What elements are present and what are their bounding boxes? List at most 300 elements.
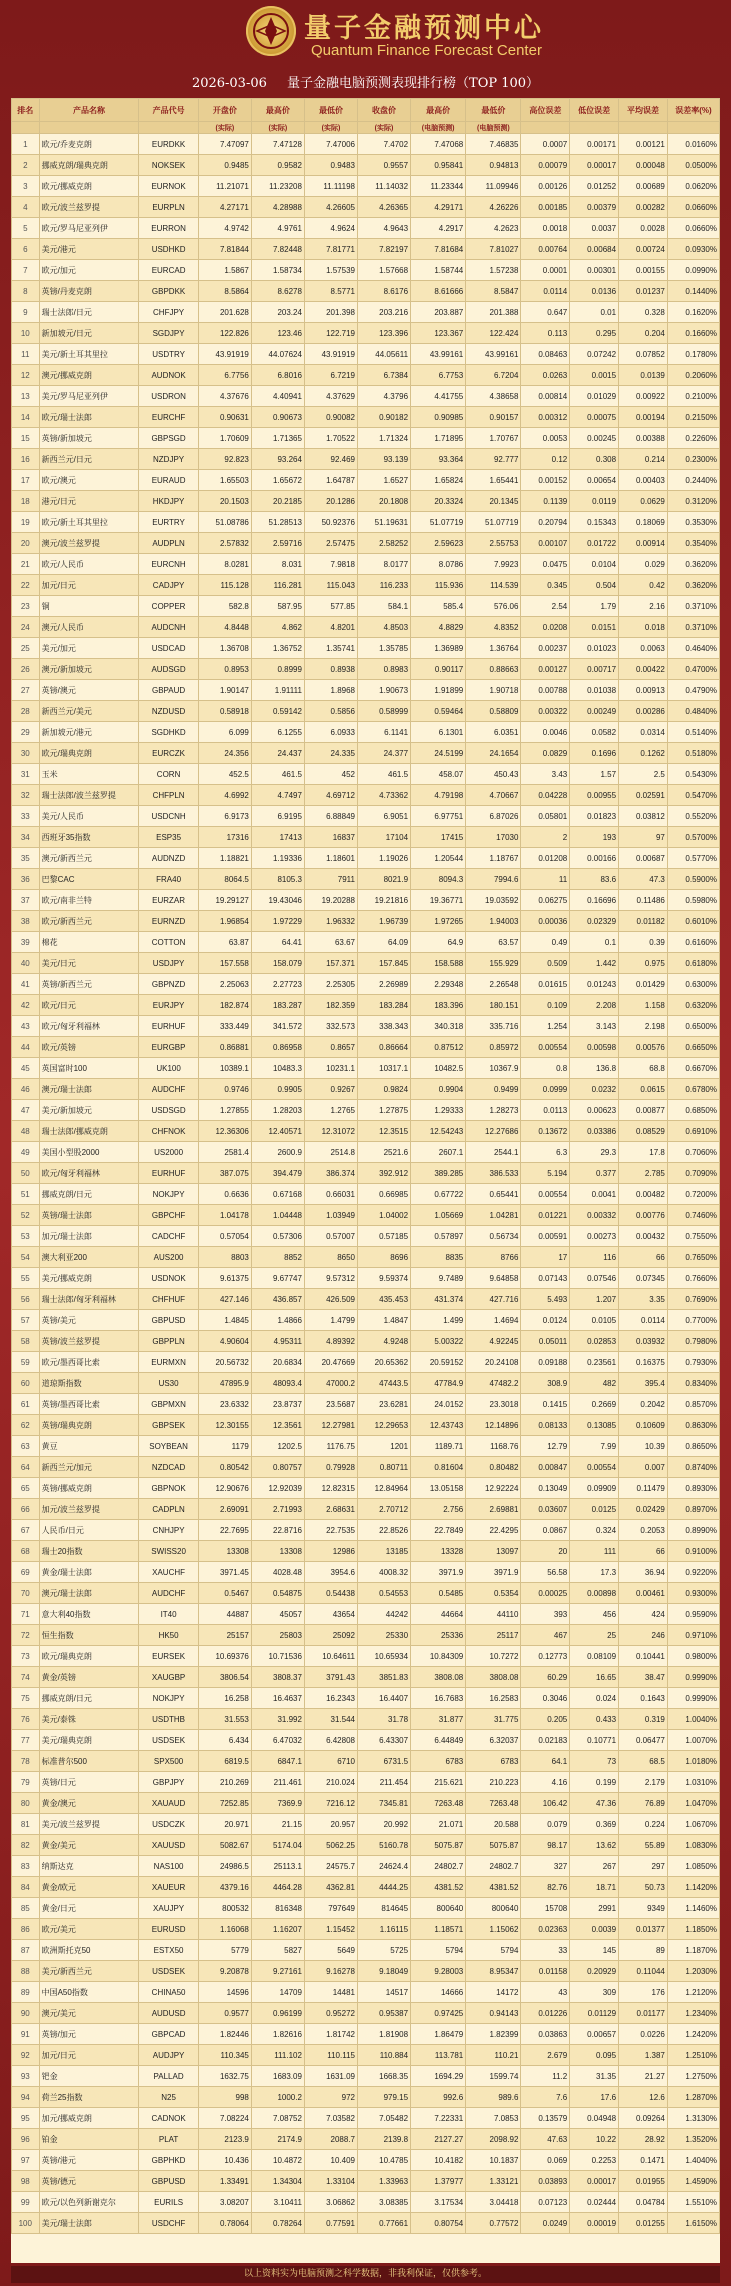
value-cell: 0.295: [570, 323, 619, 344]
value-cell: 0.77572: [466, 2213, 521, 2234]
value-cell: 0.1780%: [667, 344, 719, 365]
value-cell: 8.6176: [357, 281, 410, 302]
value-cell: 436.857: [251, 1289, 304, 1310]
product-code-cell: PALLAD: [139, 2066, 198, 2087]
value-cell: 6.1255: [251, 722, 304, 743]
table-row: [12, 386, 720, 407]
rank-cell: 15: [12, 428, 40, 449]
product-code-cell: GBPUSD: [139, 1310, 198, 1331]
value-cell: 0.01226: [521, 2003, 570, 2024]
value-cell: 0.20794: [521, 512, 570, 533]
value-cell: 0.04784: [619, 2192, 668, 2213]
value-cell: 12.40571: [251, 1121, 304, 1142]
value-cell: 0.86958: [251, 1037, 304, 1058]
value-cell: 0.00127: [521, 659, 570, 680]
value-cell: 0.9990%: [667, 1667, 719, 1688]
product-name-cell: 欧元/美元: [39, 1919, 139, 1940]
value-cell: 0.9710%: [667, 1625, 719, 1646]
product-code-cell: CHINA50: [139, 1982, 198, 2003]
value-cell: 0.58999: [357, 701, 410, 722]
rank-cell: 29: [12, 722, 40, 743]
value-cell: 1.4847: [357, 1310, 410, 1331]
value-cell: 1.71895: [411, 428, 466, 449]
rank-cell: 55: [12, 1268, 40, 1289]
product-code-cell: GBPNZD: [139, 974, 198, 995]
value-cell: 83.6: [570, 869, 619, 890]
column-subheader: (电脑预测): [466, 122, 521, 134]
value-cell: 1.0830%: [667, 1835, 719, 1856]
value-cell: 14596: [198, 1982, 251, 2003]
value-cell: 4.27171: [198, 197, 251, 218]
value-cell: 6.32037: [466, 1730, 521, 1751]
table-row: [12, 197, 720, 218]
value-cell: 4379.16: [198, 1877, 251, 1898]
product-code-cell: UK100: [139, 1058, 198, 1079]
product-name-cell: 加元/瑞士法郎: [39, 1226, 139, 1247]
value-cell: 201.628: [198, 302, 251, 323]
table-row: [12, 1142, 720, 1163]
value-cell: 60.29: [521, 1667, 570, 1688]
value-cell: 0.03932: [619, 1331, 668, 1352]
value-cell: 585.4: [411, 596, 466, 617]
column-header: 收盘价: [357, 99, 410, 122]
value-cell: 4.3796: [357, 386, 410, 407]
value-cell: 20.2185: [251, 491, 304, 512]
value-cell: 12.92224: [466, 1478, 521, 1499]
value-cell: 0.1262: [619, 743, 668, 764]
value-cell: 12.29653: [357, 1415, 410, 1436]
value-cell: 1.20544: [411, 848, 466, 869]
value-cell: 63.57: [466, 932, 521, 953]
value-cell: 0.0015: [570, 365, 619, 386]
value-cell: 10317.1: [357, 1058, 410, 1079]
value-cell: 98.17: [521, 1835, 570, 1856]
value-cell: 1.2120%: [667, 1982, 719, 2003]
value-cell: 3808.08: [411, 1667, 466, 1688]
value-cell: 1.82399: [466, 2024, 521, 2045]
value-cell: 0.01038: [570, 680, 619, 701]
value-cell: 0.00764: [521, 239, 570, 260]
value-cell: 0.54875: [251, 1583, 304, 1604]
product-name-cell: 瑞士法郎/匈牙利福林: [39, 1289, 139, 1310]
value-cell: 2139.8: [357, 2129, 410, 2150]
value-cell: 1189.71: [411, 1436, 466, 1457]
value-cell: 114.539: [466, 575, 521, 596]
rank-cell: 50: [12, 1163, 40, 1184]
product-name-cell: 欧元/挪威克朗: [39, 176, 139, 197]
value-cell: 0.95841: [411, 155, 466, 176]
rank-cell: 4: [12, 197, 40, 218]
value-cell: 0.0039: [570, 1919, 619, 1940]
value-cell: 19.20288: [304, 890, 357, 911]
value-cell: 387.075: [198, 1163, 251, 1184]
value-cell: 576.06: [466, 596, 521, 617]
value-cell: 0.9485: [198, 155, 251, 176]
value-cell: 25: [570, 1625, 619, 1646]
value-cell: 0.00922: [619, 386, 668, 407]
product-code-cell: PLAT: [139, 2129, 198, 2150]
rank-cell: 68: [12, 1541, 40, 1562]
value-cell: 9.28003: [411, 1961, 466, 1982]
value-cell: 1.19026: [357, 848, 410, 869]
value-cell: 0.0500%: [667, 155, 719, 176]
value-cell: 8.61666: [411, 281, 466, 302]
value-cell: 0.77661: [357, 2213, 410, 2234]
value-cell: 1.2510%: [667, 2045, 719, 2066]
column-subheader: (实际): [198, 122, 251, 134]
value-cell: 92.469: [304, 449, 357, 470]
value-cell: 25113.1: [251, 1856, 304, 1877]
value-cell: 24575.7: [304, 1856, 357, 1877]
rank-cell: 82: [12, 1835, 40, 1856]
value-cell: 0.00194: [619, 407, 668, 428]
value-cell: 0.0160%: [667, 134, 719, 155]
value-cell: 1.86479: [411, 2024, 466, 2045]
table-row: [12, 1373, 720, 1394]
value-cell: 0.00724: [619, 239, 668, 260]
value-cell: 0.1620%: [667, 302, 719, 323]
value-cell: 0.80757: [251, 1457, 304, 1478]
value-cell: 0.07852: [619, 344, 668, 365]
value-cell: 1.33104: [304, 2171, 357, 2192]
value-cell: 4.41755: [411, 386, 466, 407]
value-cell: 0.90673: [251, 407, 304, 428]
value-cell: 7263.48: [466, 1793, 521, 1814]
value-cell: 9.59374: [357, 1268, 410, 1289]
value-cell: 0.00171: [570, 134, 619, 155]
value-cell: 0.57007: [304, 1226, 357, 1247]
value-cell: 0.87512: [411, 1037, 466, 1058]
rank-cell: 63: [12, 1436, 40, 1457]
value-cell: 1.1420%: [667, 1877, 719, 1898]
product-name-cell: 美元/港元: [39, 239, 139, 260]
rank-cell: 23: [12, 596, 40, 617]
value-cell: 2514.8: [304, 1142, 357, 1163]
value-cell: 8.5864: [198, 281, 251, 302]
value-cell: 0.0053: [521, 428, 570, 449]
value-cell: 21.071: [411, 1814, 466, 1835]
rank-cell: 24: [12, 617, 40, 638]
value-cell: 0.11479: [619, 1478, 668, 1499]
value-cell: 0.504: [570, 575, 619, 596]
product-name-cell: 新西兰元/加元: [39, 1457, 139, 1478]
value-cell: 16837: [304, 827, 357, 848]
value-cell: 24.377: [357, 743, 410, 764]
table-row: [12, 1205, 720, 1226]
table-row: [12, 470, 720, 491]
value-cell: 0.0263: [521, 365, 570, 386]
table-row: [12, 2087, 720, 2108]
rank-cell: 48: [12, 1121, 40, 1142]
product-code-cell: USDCHF: [139, 2213, 198, 2234]
value-cell: 1.16207: [251, 1919, 304, 1940]
value-cell: 5075.87: [466, 1835, 521, 1856]
value-cell: 13308: [198, 1541, 251, 1562]
value-cell: 0.12: [521, 449, 570, 470]
value-cell: 0.5900%: [667, 869, 719, 890]
value-cell: 4.70667: [466, 785, 521, 806]
value-cell: 7.22331: [411, 2108, 466, 2129]
product-code-cell: EURILS: [139, 2192, 198, 2213]
rank-cell: 94: [12, 2087, 40, 2108]
column-header: 产品代号: [139, 99, 198, 122]
value-cell: 158.079: [251, 953, 304, 974]
product-code-cell: USDSEK: [139, 1961, 198, 1982]
product-name-cell: 黄金/英镑: [39, 1667, 139, 1688]
table-row: [12, 722, 720, 743]
product-code-cell: AUDUSD: [139, 2003, 198, 2024]
product-code-cell: XAUGBP: [139, 1667, 198, 1688]
product-name-cell: 英镑/丹麦克朗: [39, 281, 139, 302]
value-cell: 20.957: [304, 1814, 357, 1835]
table-row: [12, 491, 720, 512]
value-cell: 0.02329: [570, 911, 619, 932]
table-row: [12, 2150, 720, 2171]
value-cell: 123.46: [251, 323, 304, 344]
column-header: 平均误差: [619, 99, 668, 122]
value-cell: 9.64858: [466, 1268, 521, 1289]
value-cell: 0.0125: [570, 1499, 619, 1520]
value-cell: 7.47068: [411, 134, 466, 155]
column-header: 排名: [12, 99, 40, 122]
value-cell: 2.5: [619, 764, 668, 785]
table-row: [12, 1226, 720, 1247]
value-cell: 24802.7: [466, 1856, 521, 1877]
value-cell: 5725: [357, 1940, 410, 1961]
value-cell: 0.00282: [619, 197, 668, 218]
value-cell: 110.345: [198, 2045, 251, 2066]
value-cell: 4.90604: [198, 1331, 251, 1352]
rank-cell: 36: [12, 869, 40, 890]
value-cell: 1.35785: [357, 638, 410, 659]
value-cell: 0.97425: [411, 2003, 466, 2024]
value-cell: 0.2060%: [667, 365, 719, 386]
product-name-cell: 钯金: [39, 2066, 139, 2087]
value-cell: 10.64611: [304, 1646, 357, 1667]
value-cell: 0.069: [521, 2150, 570, 2171]
product-code-cell: AUS200: [139, 1247, 198, 1268]
value-cell: 10.4785: [357, 2150, 410, 2171]
rank-cell: 11: [12, 344, 40, 365]
value-cell: 0.00432: [619, 1226, 668, 1247]
value-cell: 814645: [357, 1898, 410, 1919]
product-name-cell: 新西兰元/美元: [39, 701, 139, 722]
value-cell: 0.0104: [570, 554, 619, 575]
value-cell: 2.27723: [251, 974, 304, 995]
value-cell: 0.23561: [570, 1352, 619, 1373]
value-cell: 0.8983: [357, 659, 410, 680]
rank-cell: 37: [12, 890, 40, 911]
value-cell: 29.3: [570, 1142, 619, 1163]
product-name-cell: 澳元/瑞士法郎: [39, 1583, 139, 1604]
value-cell: 0.02429: [619, 1499, 668, 1520]
value-cell: 210.223: [466, 1772, 521, 1793]
rank-cell: 43: [12, 1016, 40, 1037]
value-cell: 17.3: [570, 1562, 619, 1583]
value-cell: 1.6150%: [667, 2213, 719, 2234]
value-cell: 3.08207: [198, 2192, 251, 2213]
value-cell: 0.9824: [357, 1079, 410, 1100]
table-row: [12, 1709, 720, 1730]
value-cell: 2607.1: [411, 1142, 466, 1163]
value-cell: 0.00847: [521, 1457, 570, 1478]
value-cell: 1.2340%: [667, 2003, 719, 2024]
product-name-cell: 澳元/挪威克朗: [39, 365, 139, 386]
value-cell: 297: [619, 1856, 668, 1877]
value-cell: 6819.5: [198, 1751, 251, 1772]
table-row: [12, 260, 720, 281]
value-cell: 0.3620%: [667, 554, 719, 575]
value-cell: 16.2583: [466, 1688, 521, 1709]
value-cell: 1168.76: [466, 1436, 521, 1457]
value-cell: 110.21: [466, 2045, 521, 2066]
value-cell: 1.2030%: [667, 1961, 719, 1982]
value-cell: 0.01823: [570, 806, 619, 827]
value-cell: 0.8650%: [667, 1436, 719, 1457]
value-cell: 0.86664: [357, 1037, 410, 1058]
value-cell: 0.1440%: [667, 281, 719, 302]
product-name-cell: 纳斯达克: [39, 1856, 139, 1877]
brand-name-cn: 量子金融预测中心: [304, 13, 544, 44]
brand-logo: [246, 6, 296, 56]
value-cell: 5794: [411, 1940, 466, 1961]
rank-cell: 73: [12, 1646, 40, 1667]
value-cell: 1.65503: [198, 470, 251, 491]
table-row: [12, 1541, 720, 1562]
product-name-cell: 澳元/人民币: [39, 617, 139, 638]
value-cell: 0.2150%: [667, 407, 719, 428]
value-cell: 0.7460%: [667, 1205, 719, 1226]
product-code-cell: EURTRY: [139, 512, 198, 533]
value-cell: 0.8570%: [667, 1394, 719, 1415]
value-cell: 13328: [411, 1541, 466, 1562]
value-cell: 0.42: [619, 575, 668, 596]
value-cell: 11.23208: [251, 176, 304, 197]
product-name-cell: 欧元/英镑: [39, 1037, 139, 1058]
value-cell: 7.05482: [357, 2108, 410, 2129]
table-row: [12, 617, 720, 638]
value-cell: 1.1850%: [667, 1919, 719, 1940]
product-code-cell: N25: [139, 2087, 198, 2108]
table-row: [12, 1163, 720, 1184]
product-name-cell: 加元/挪威克朗: [39, 2108, 139, 2129]
value-cell: 25330: [357, 1625, 410, 1646]
value-cell: 157.845: [357, 953, 410, 974]
value-cell: 308.9: [521, 1373, 570, 1394]
product-code-cell: AUDNOK: [139, 365, 198, 386]
value-cell: 157.371: [304, 953, 357, 974]
table-row: [12, 1247, 720, 1268]
product-name-cell: 挪威克朗/日元: [39, 1184, 139, 1205]
table-row: [12, 2192, 720, 2213]
value-cell: 7.82448: [251, 239, 304, 260]
value-cell: 4362.81: [304, 1877, 357, 1898]
value-cell: 2.68631: [304, 1499, 357, 1520]
product-name-cell: 荷兰25指数: [39, 2087, 139, 2108]
value-cell: 0.6670%: [667, 1058, 719, 1079]
value-cell: 0.81604: [411, 1457, 466, 1478]
value-cell: 10482.5: [411, 1058, 466, 1079]
product-name-cell: 欧元/以色列新谢克尔: [39, 2192, 139, 2213]
value-cell: 0.57306: [251, 1226, 304, 1247]
table-row: [12, 1688, 720, 1709]
column-subheader: [12, 122, 40, 134]
value-cell: 12.14896: [466, 1415, 521, 1436]
value-cell: 6.0933: [304, 722, 357, 743]
value-cell: 93.264: [251, 449, 304, 470]
rank-cell: 53: [12, 1226, 40, 1247]
rank-cell: 100: [12, 2213, 40, 2234]
value-cell: 0.0028: [619, 218, 668, 239]
value-cell: 0.0660%: [667, 218, 719, 239]
table-row: [12, 1016, 720, 1037]
value-cell: 17415: [411, 827, 466, 848]
product-name-cell: 欧元/波兰兹罗提: [39, 197, 139, 218]
value-cell: 182.874: [198, 995, 251, 1016]
value-cell: 7.9923: [466, 554, 521, 575]
value-cell: 4008.32: [357, 1562, 410, 1583]
product-name-cell: 美元/加元: [39, 638, 139, 659]
value-cell: 4.79198: [411, 785, 466, 806]
value-cell: 3971.9: [411, 1562, 466, 1583]
value-cell: 0.0615: [619, 1079, 668, 1100]
value-cell: 1179: [198, 1436, 251, 1457]
value-cell: 0.0999: [521, 1079, 570, 1100]
value-cell: 7.47097: [198, 134, 251, 155]
value-cell: 3.143: [570, 1016, 619, 1037]
value-cell: 2.785: [619, 1163, 668, 1184]
value-cell: 0.5470%: [667, 785, 719, 806]
ranking-table-container: [11, 98, 720, 2263]
value-cell: 4.862: [251, 617, 304, 638]
value-cell: 6.434: [198, 1730, 251, 1751]
table-row: [12, 1730, 720, 1751]
value-cell: 16.4637: [251, 1688, 304, 1709]
rank-cell: 16: [12, 449, 40, 470]
value-cell: 6.47032: [251, 1730, 304, 1751]
value-cell: 2.59623: [411, 533, 466, 554]
value-cell: 0.0113: [521, 1100, 570, 1121]
value-cell: 1.57668: [357, 260, 410, 281]
value-cell: 0.01221: [521, 1205, 570, 1226]
value-cell: 20.3324: [411, 491, 466, 512]
value-cell: 0.3710%: [667, 596, 719, 617]
value-cell: 0.20929: [570, 1961, 619, 1982]
value-cell: 587.95: [251, 596, 304, 617]
value-cell: 4464.28: [251, 1877, 304, 1898]
value-cell: 0.00237: [521, 638, 570, 659]
value-cell: 24624.4: [357, 1856, 410, 1877]
value-cell: 0.8970%: [667, 1499, 719, 1520]
value-cell: 4381.52: [411, 1877, 466, 1898]
value-cell: 0.5180%: [667, 743, 719, 764]
value-cell: 9.27161: [251, 1961, 304, 1982]
value-cell: 0.9800%: [667, 1646, 719, 1667]
product-code-cell: AUDNZD: [139, 848, 198, 869]
value-cell: 20.1345: [466, 491, 521, 512]
value-cell: 31.35: [570, 2066, 619, 2087]
value-cell: 1.16115: [357, 1919, 410, 1940]
value-cell: 0.01029: [570, 386, 619, 407]
value-cell: 51.19631: [357, 512, 410, 533]
product-code-cell: AUDCHF: [139, 1079, 198, 1100]
value-cell: 1.207: [570, 1289, 619, 1310]
value-cell: 12.54243: [411, 1121, 466, 1142]
value-cell: 10.71536: [251, 1646, 304, 1667]
value-cell: 9.18049: [357, 1961, 410, 1982]
value-cell: 0.8999: [251, 659, 304, 680]
value-cell: 1202.5: [251, 1436, 304, 1457]
